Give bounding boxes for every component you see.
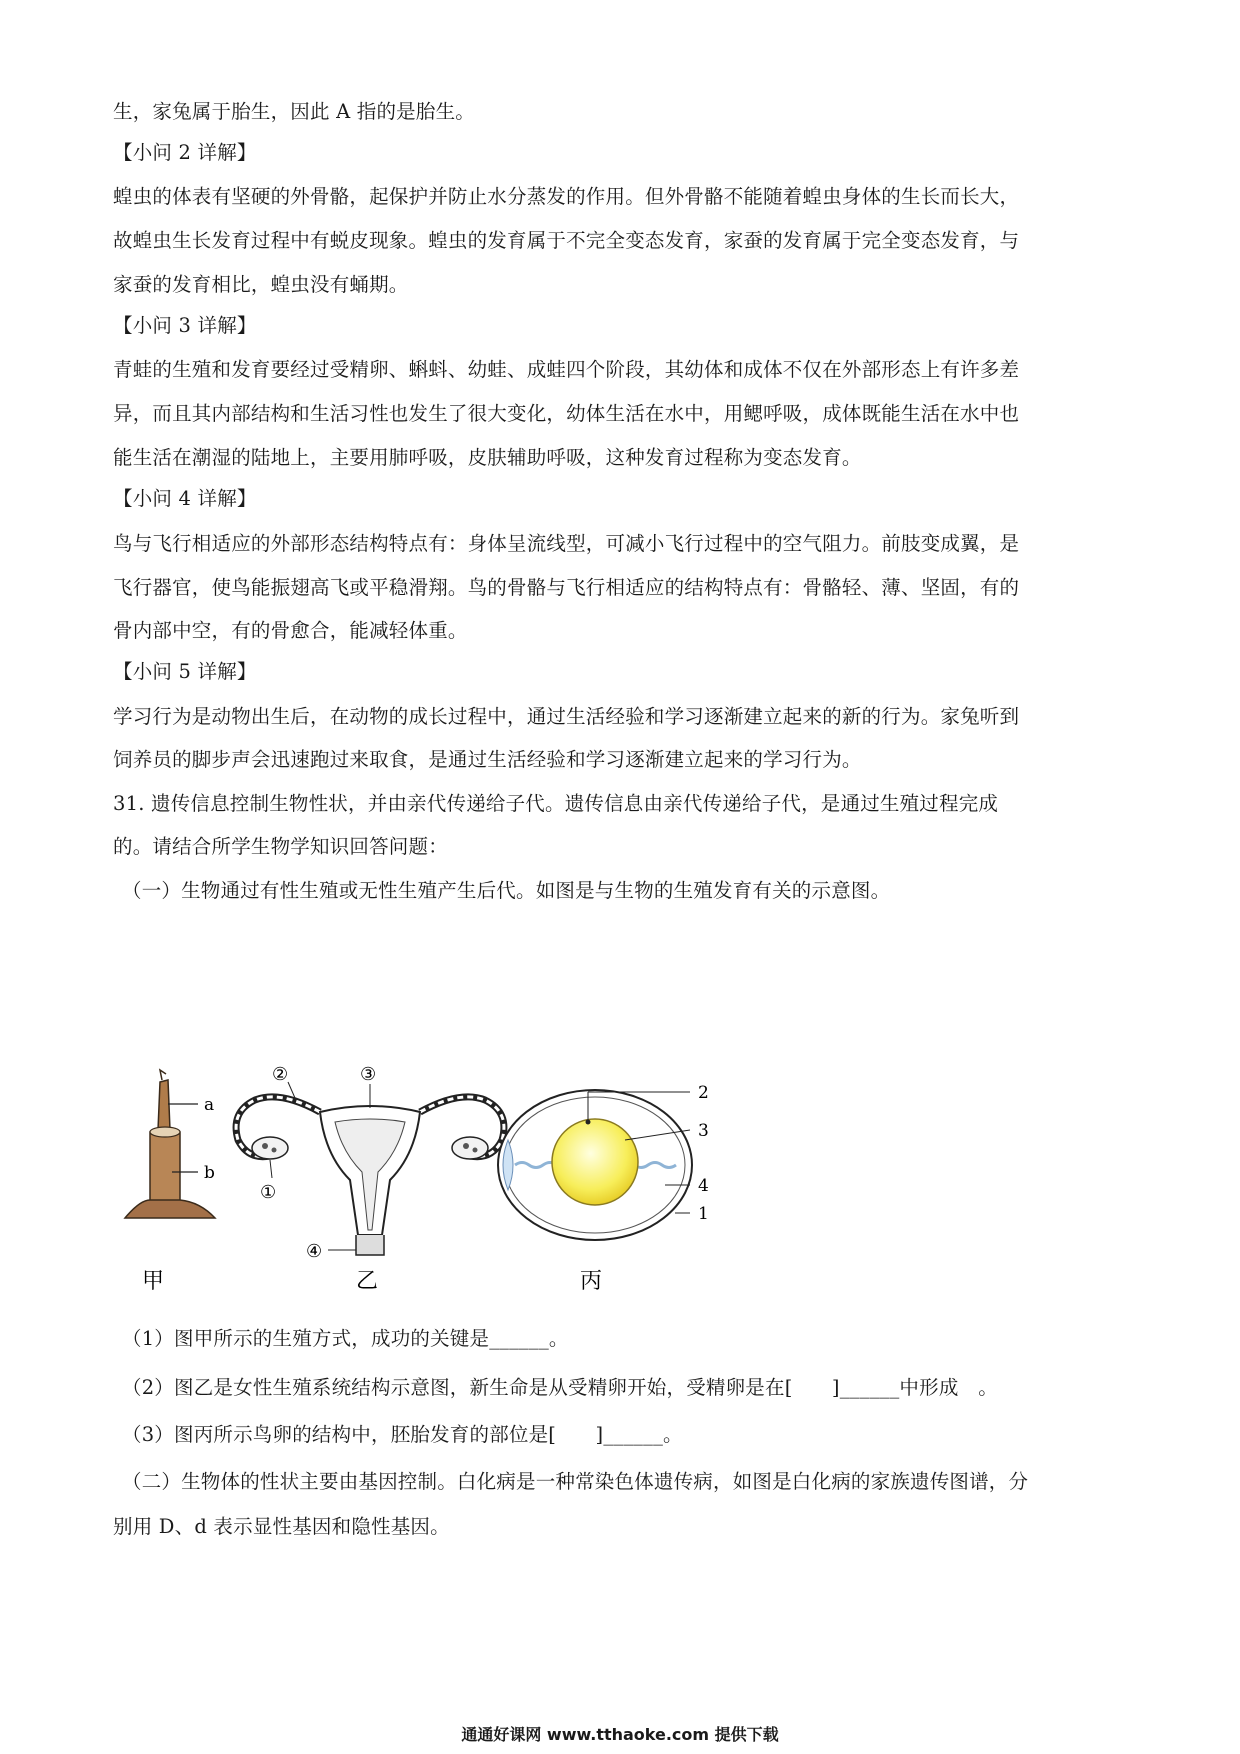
text-line: 蝗虫的体表有坚硬的外骨骼，起保护并防止水分蒸发的作用。但外骨骼不能随着蝗虫身体的生长而长大， — [113, 185, 1020, 208]
label-b: b — [204, 1163, 215, 1183]
part-one-intro: （一）生物通过有性生殖或无性生殖产生后代。如图是与生物的生殖发育有关的示意图。 — [122, 879, 891, 902]
text-line: 故蝗虫生长发育过程中有蜕皮现象。蝗虫的发育属于不完全变态发育，家蚕的发育属于完全变态发育，与 — [113, 229, 1020, 252]
text-line: 饲养员的脚步声会迅速跑过来取食，是通过生活经验和学习逐渐建立起来的学习行为。 — [113, 748, 862, 771]
text-line: 学习行为是动物出生后，在动物的成长过程中，通过生活经验和学习逐渐建立起来的新的行为。家兔听到 — [113, 705, 1020, 728]
part-two-intro: （二）生物体的性状主要由基因控制。白化病是一种常染色体遗传病，如图是白化病的家族遗传图谱，分 — [122, 1470, 1029, 1493]
text-line: 异，而且其内部结构和生活习性也发生了很大变化，幼体生活在水中，用鳃呼吸，成体既能生活在水中也 — [113, 402, 1020, 425]
text-line: 飞行器官，使鸟能振翅高飞或平稳滑翔。鸟的骨骼与飞行相适应的结构特点有：骨骼轻、薄、坚固，有的 — [113, 576, 1020, 599]
text-line: 鸟与飞行相适应的外部形态结构特点有：身体呈流线型，可减小飞行过程中的空气阻力。前肢变成翼，是 — [113, 532, 1020, 555]
caption-bing: 丙 — [580, 1269, 603, 1294]
label-4: 4 — [698, 1176, 709, 1196]
label-2: 2 — [698, 1083, 709, 1103]
question-31-stem: 31. 遗传信息控制生物性状，并由亲代传递给子代。遗传信息由亲代传递给子代，是通过生殖过程完成 — [113, 792, 999, 815]
text-line: 能生活在潮湿的陆地上，主要用肺呼吸，皮肤辅助呼吸，这种发育过程称为变态发育。 — [113, 446, 862, 469]
reproduction-figure — [120, 1060, 820, 1300]
caption-jia: 甲 — [142, 1269, 165, 1294]
text-line: 生，家兔属于胎生，因此 A 指的是胎生。 — [113, 100, 475, 123]
part-two-intro-cont: 别用 D、d 表示显性基因和隐性基因。 — [113, 1515, 450, 1538]
text-line: 骨内部中空，有的骨愈合，能减轻体重。 — [113, 619, 468, 642]
label-3: 3 — [698, 1121, 709, 1141]
figure-bing-bird-egg — [498, 1083, 709, 1294]
label-1-circled: ① — [260, 1182, 277, 1203]
text-line: 青蛙的生殖和发育要经过受精卵、蝌蚪、幼蛙、成蛙四个阶段，其幼体和成体不仅在外部形态上有许多差 — [113, 358, 1020, 381]
question-3: （3）图丙所示鸟卵的结构中，胚胎发育的部位是[ ]______。 — [122, 1423, 683, 1446]
page-footer: 通通好课网 www.tthaoke.com 提供下载 — [461, 1725, 779, 1744]
section-heading: 【小问 3 详解】 — [113, 314, 257, 337]
text-line: 家蚕的发育相比，蝗虫没有蛹期。 — [113, 273, 409, 296]
question-2: （2）图乙是女性生殖系统结构示意图，新生命是从受精卵开始，受精卵是在[ ]______中形成 。 — [122, 1376, 998, 1399]
section-heading: 【小问 5 详解】 — [113, 660, 257, 683]
section-heading: 【小问 2 详解】 — [113, 141, 257, 164]
caption-yi: 乙 — [356, 1269, 379, 1294]
question-31-stem-cont: 的。请结合所学生物学知识回答问题： — [113, 835, 448, 858]
figure-jia-grafting — [125, 1070, 215, 1294]
section-heading: 【小问 4 详解】 — [113, 487, 257, 510]
label-3-circled: ③ — [360, 1064, 377, 1085]
label-1: 1 — [698, 1204, 709, 1224]
label-2-circled: ② — [272, 1064, 289, 1085]
label-a: a — [204, 1095, 215, 1115]
figure-yi-female-reproductive-system — [236, 1064, 504, 1294]
label-4-circled: ④ — [306, 1241, 323, 1262]
question-1: （1）图甲所示的生殖方式，成功的关键是______。 — [122, 1327, 569, 1350]
